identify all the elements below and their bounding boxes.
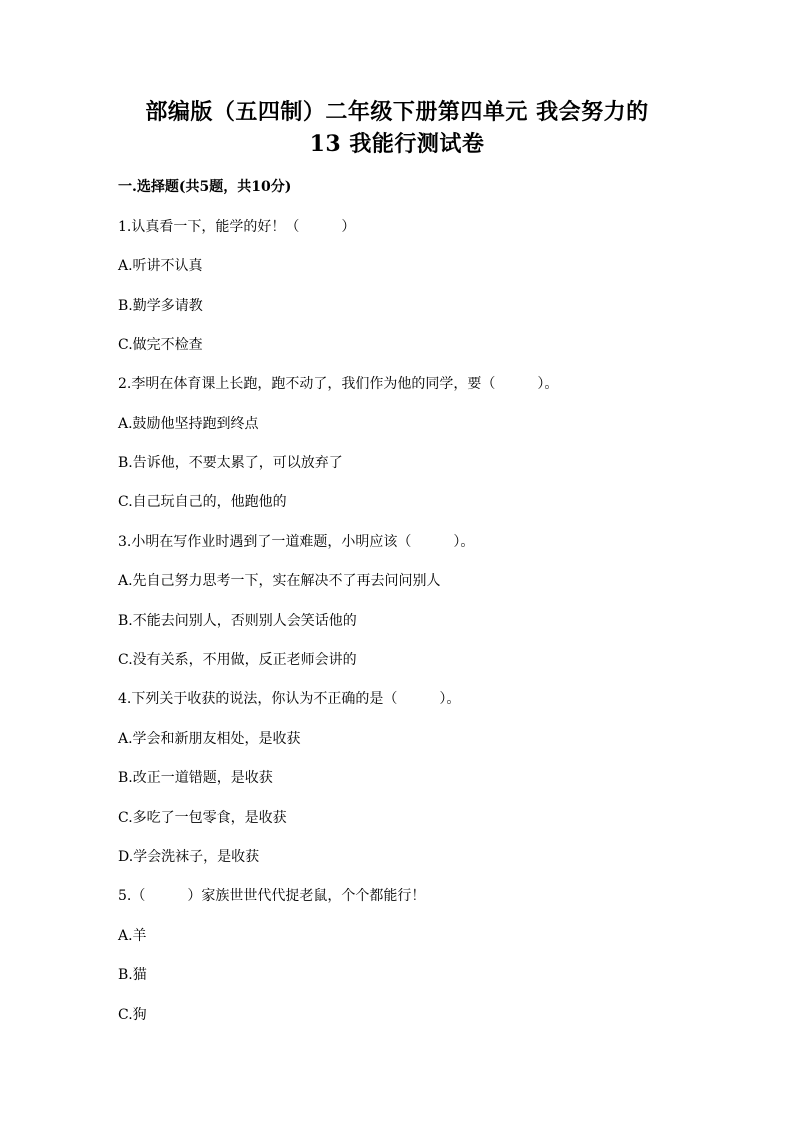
question-3-stem: 3.小明在写作业时遇到了一道难题，小明应该（ ）。 (118, 534, 475, 550)
page-title-line-2: 13 我能行测试卷 (309, 131, 485, 157)
question-1-option-c: C.做完不检查 (118, 337, 203, 353)
question-4-stem: 4.下列关于收获的说法，你认为不正确的是（ ）。 (118, 691, 461, 707)
question-2-option-b: B.告诉他，不要太累了，可以放弃了 (118, 455, 343, 471)
question-5-stem: 5.（ ）家族世世代代捉老鼠，个个都能行！ (118, 888, 426, 904)
section-heading: 一.选择题(共5题，共10分) (118, 179, 292, 195)
question-1-stem: 1.认真看一下，能学的好！（ ） (118, 219, 356, 235)
question-3-option-a: A.先自己努力思考一下，实在解决不了再去问问别人 (118, 573, 441, 589)
page-title-line-1: 部编版（五四制）二年级下册第四单元 我会努力的 (145, 99, 649, 125)
question-5-option-c: C.狗 (118, 1007, 147, 1023)
question-4-option-c: C.多吃了一包零食，是收获 (118, 810, 287, 826)
question-3-option-c: C.没有关系，不用做，反正老师会讲的 (118, 652, 357, 668)
question-3-option-b: B.不能去问别人，否则别人会笑话他的 (118, 613, 357, 629)
question-4-option-b: B.改正一道错题，是收获 (118, 770, 273, 786)
question-2-stem: 2.李明在体育课上长跑，跑不动了，我们作为他的同学，要（ ）。 (118, 376, 559, 392)
question-5-option-a: A.羊 (118, 928, 147, 944)
question-4-option-d: D.学会洗袜子，是收获 (118, 849, 260, 865)
question-1-option-a: A.听讲不认真 (118, 258, 203, 274)
question-2-option-c: C.自己玩自己的，他跑他的 (118, 494, 287, 510)
question-5-option-b: B.猫 (118, 967, 147, 983)
question-4-option-a: A.学会和新朋友相处，是收获 (118, 731, 301, 747)
question-2-option-a: A.鼓励他坚持跑到终点 (118, 416, 259, 432)
question-1-option-b: B.勤学多请教 (118, 298, 203, 314)
